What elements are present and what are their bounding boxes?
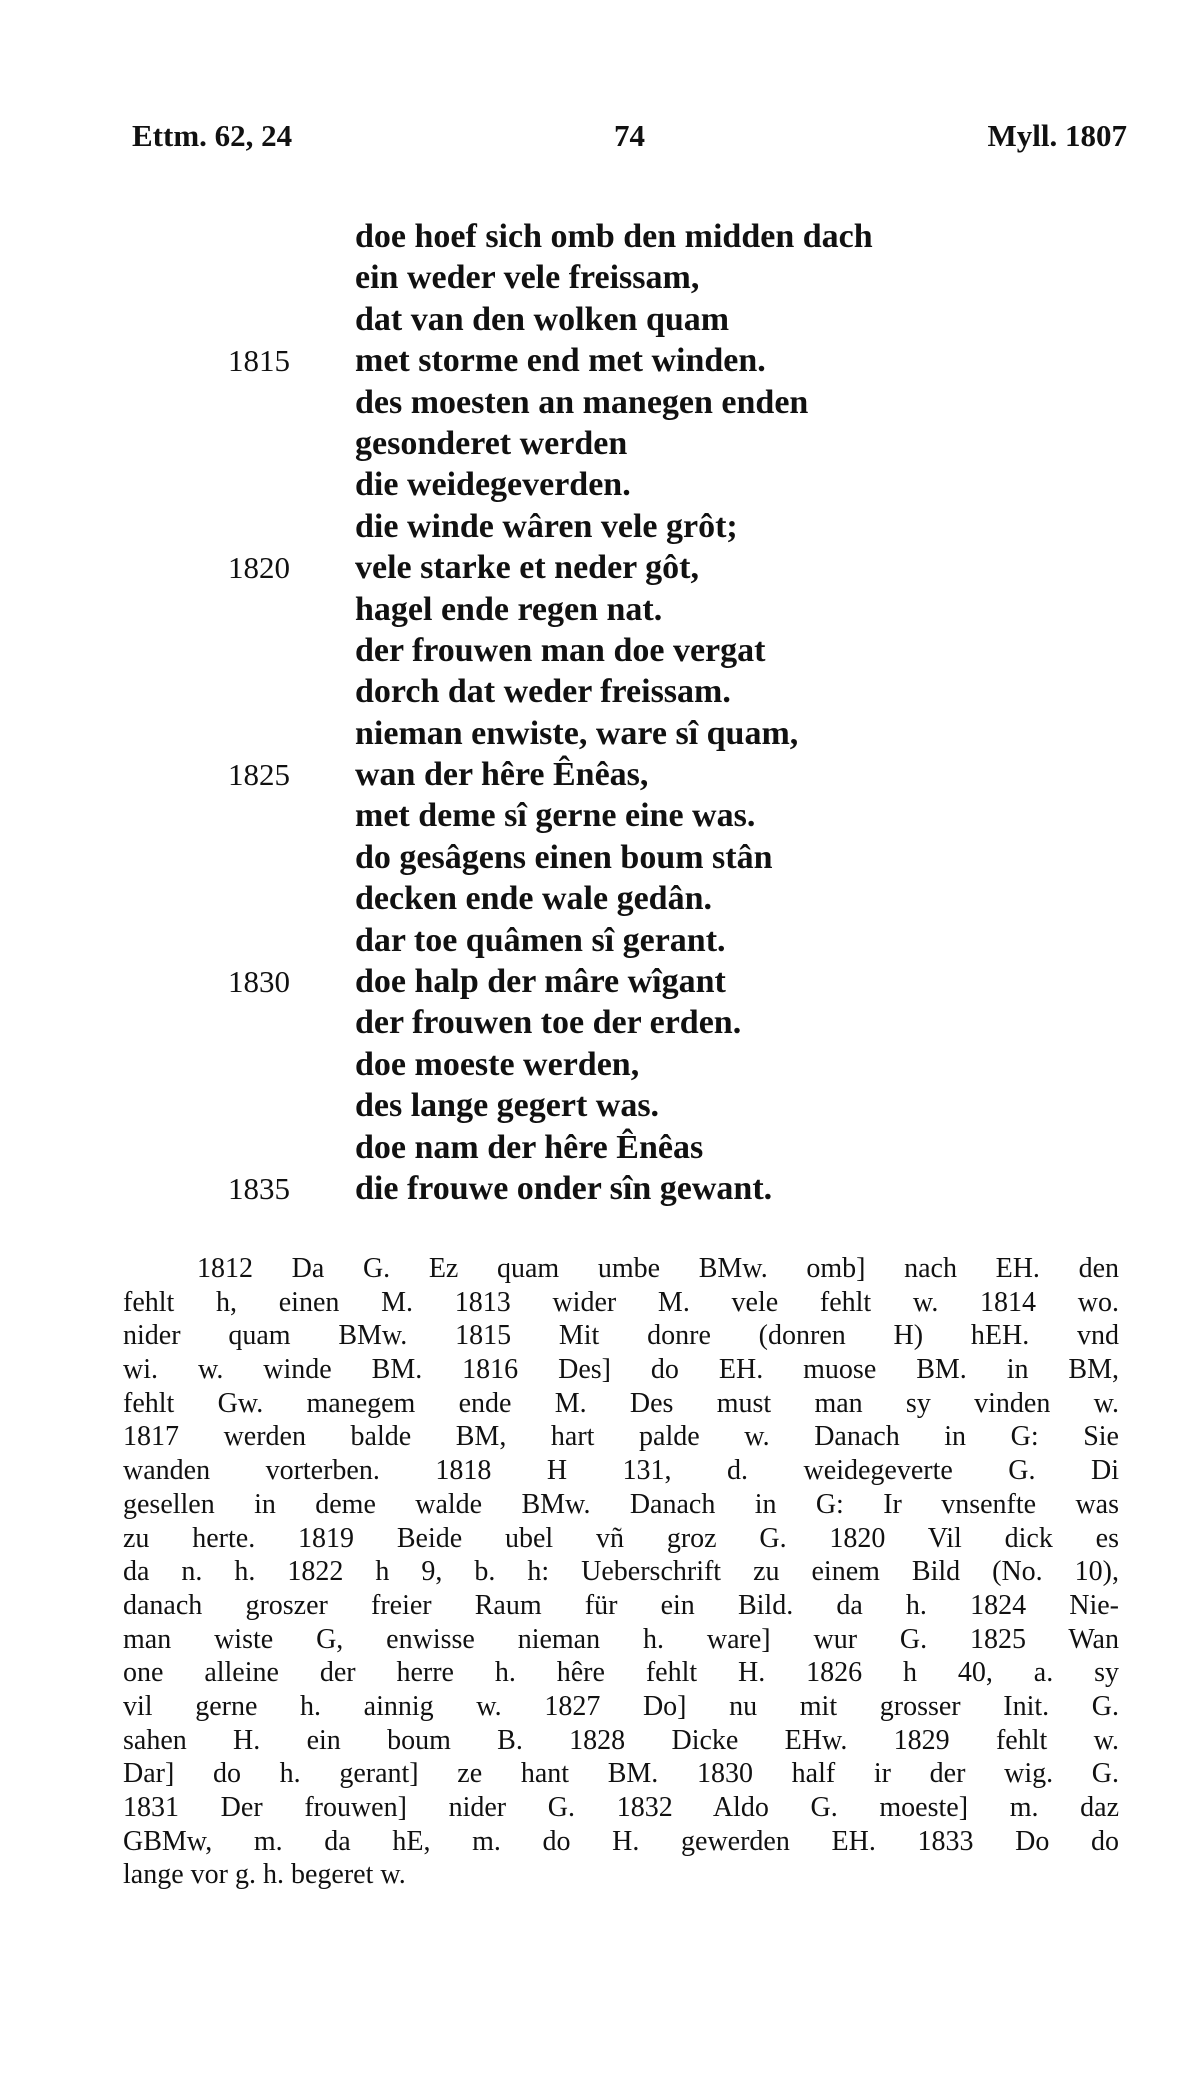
verse-text: die winde wâren vele grôt; [355, 507, 738, 545]
verse-line [0, 961, 1200, 1002]
header-right-reference: Myll. 1807 [987, 118, 1127, 153]
apparatus-line: gesellen in deme walde BMw. Danach in G: Ir vnsenfte was [123, 1488, 1119, 1520]
verse-line [0, 1002, 1200, 1043]
apparatus-line: 1817 werden balde BM, hart palde w. Danach in G: Sie [123, 1421, 1119, 1453]
verse-line [0, 837, 1200, 878]
critical-apparatus [123, 1252, 1119, 1892]
apparatus-line: vil gerne h. ainnig w. 1827 Do] nu mit grosser Init. G. [123, 1690, 1119, 1722]
verse-text: nieman enwiste, ware sî quam, [355, 714, 799, 752]
verse-line [0, 423, 1200, 464]
verse-text: doe nam der hêre Ênêas [355, 1128, 704, 1166]
apparatus-line: lange vor g. h. begeret w. [123, 1859, 406, 1891]
page-number: 74 [614, 118, 645, 153]
apparatus-line: wi. w. winde BM. 1816 Des] do EH. muose BM. in BM, [123, 1354, 1119, 1386]
verse-line [0, 671, 1200, 712]
verse-line [0, 1168, 1200, 1209]
verse-line [0, 464, 1200, 505]
apparatus-line: nider quam BMw. 1815 Mit donre (donren H) hEH. vnd [123, 1320, 1119, 1352]
apparatus-line: zu herte. 1819 Beide ubel vñ groz G. 1820 Vil dick es [123, 1522, 1119, 1554]
verse-text: doe halp der mâre wîgant [355, 963, 726, 1001]
verse-text: decken ende wale gedân. [355, 880, 712, 918]
verse-text: des moesten an manegen enden [355, 383, 809, 421]
verse-line [0, 754, 1200, 795]
apparatus-line: one alleine der herre h. hêre fehlt H. 1826 h 40, a. sy [123, 1657, 1119, 1689]
verse-line [0, 1044, 1200, 1085]
verse-line [0, 878, 1200, 919]
verse-text: doe hoef sich omb den midden dach [355, 218, 873, 255]
apparatus-line: 1831 Der frouwen] nider G. 1832 Aldo G. moeste] m. daz [123, 1792, 1119, 1823]
verse-line [0, 795, 1200, 836]
line-number: 1815 [228, 343, 290, 379]
verse-text: wan der hêre Ênêas, [355, 756, 649, 794]
apparatus-line: Dar] do h. gerant] ze hant BM. 1830 half ir der wig. G. [123, 1758, 1119, 1790]
apparatus-line: GBMw, m. da hE, m. do H. gewerden EH. 1833 Do do [123, 1825, 1119, 1857]
line-number: 1825 [228, 757, 290, 793]
apparatus-line: wanden vorterben. 1818 H 131, d. weidegeverte G. Di [123, 1455, 1119, 1487]
header-left-reference: Ettm. 62, 24 [132, 118, 293, 153]
verse-line [0, 1085, 1200, 1126]
verse-text: die weidegeverden. [355, 466, 631, 504]
apparatus-line: danach groszer freier Raum für ein Bild. da h. 1824 Nie- [123, 1589, 1119, 1621]
verse-text: der frouwen toe der erden. [355, 1004, 742, 1042]
verse-text: des lange gegert was. [355, 1087, 660, 1125]
line-number: 1835 [228, 1170, 290, 1206]
line-number: 1830 [228, 964, 290, 1000]
verse-text: met storme end met winden. [355, 342, 766, 380]
verse-text: dar toe quâmen sî gerant. [355, 921, 726, 959]
verse-line [0, 340, 1200, 381]
verse-line [0, 1127, 1200, 1168]
verse-text: doe moeste werden, [355, 1045, 640, 1083]
verse-line [0, 920, 1200, 961]
line-number: 1820 [228, 550, 290, 586]
apparatus-line: man wiste G, enwisse nieman h. ware] wur G. 1825 Wan [123, 1623, 1119, 1655]
verse-line [0, 547, 1200, 588]
verse-text: dat van den wolken quam [355, 300, 730, 338]
verse-text: hagel ende regen nat. [355, 590, 663, 628]
verse-text: die frouwe onder sîn gewant. [355, 1169, 773, 1207]
verse-text: ein weder vele freissam, [355, 259, 700, 297]
apparatus-line: sahen H. ein boum B. 1828 Dicke EHw. 1829 fehlt w. [123, 1724, 1119, 1756]
verse-text: gesonderet werden [355, 424, 628, 462]
verse-line [0, 589, 1200, 630]
apparatus-line: 1812 Da G. Ez quam umbe BMw. omb] nach EH. den [197, 1253, 1119, 1284]
verse-line [0, 216, 1200, 257]
verse-line [0, 630, 1200, 671]
verse-text: vele starke et neder gôt, [355, 549, 699, 587]
verse-line [0, 713, 1200, 754]
verse-line [0, 506, 1200, 547]
verse-text: do gesâgens einen boum stân [355, 838, 773, 876]
apparatus-line: da n. h. 1822 h 9, b. h: Ueberschrift zu einem Bild (No. 10), [123, 1556, 1119, 1588]
verse-text: der frouwen man doe vergat [355, 631, 766, 669]
running-header [132, 118, 1127, 168]
verse-line [0, 382, 1200, 423]
apparatus-line: fehlt h, einen M. 1813 wider M. vele fehlt w. 1814 wo. [123, 1286, 1119, 1318]
verse-text: met deme sî gerne eine was. [355, 797, 756, 835]
apparatus-line: fehlt Gw. manegem ende M. Des must man sy vinden w. [123, 1387, 1119, 1419]
verse-line [0, 257, 1200, 298]
verse-text-block [0, 216, 1200, 1209]
verse-line [0, 299, 1200, 340]
verse-text: dorch dat weder freissam. [355, 673, 731, 711]
